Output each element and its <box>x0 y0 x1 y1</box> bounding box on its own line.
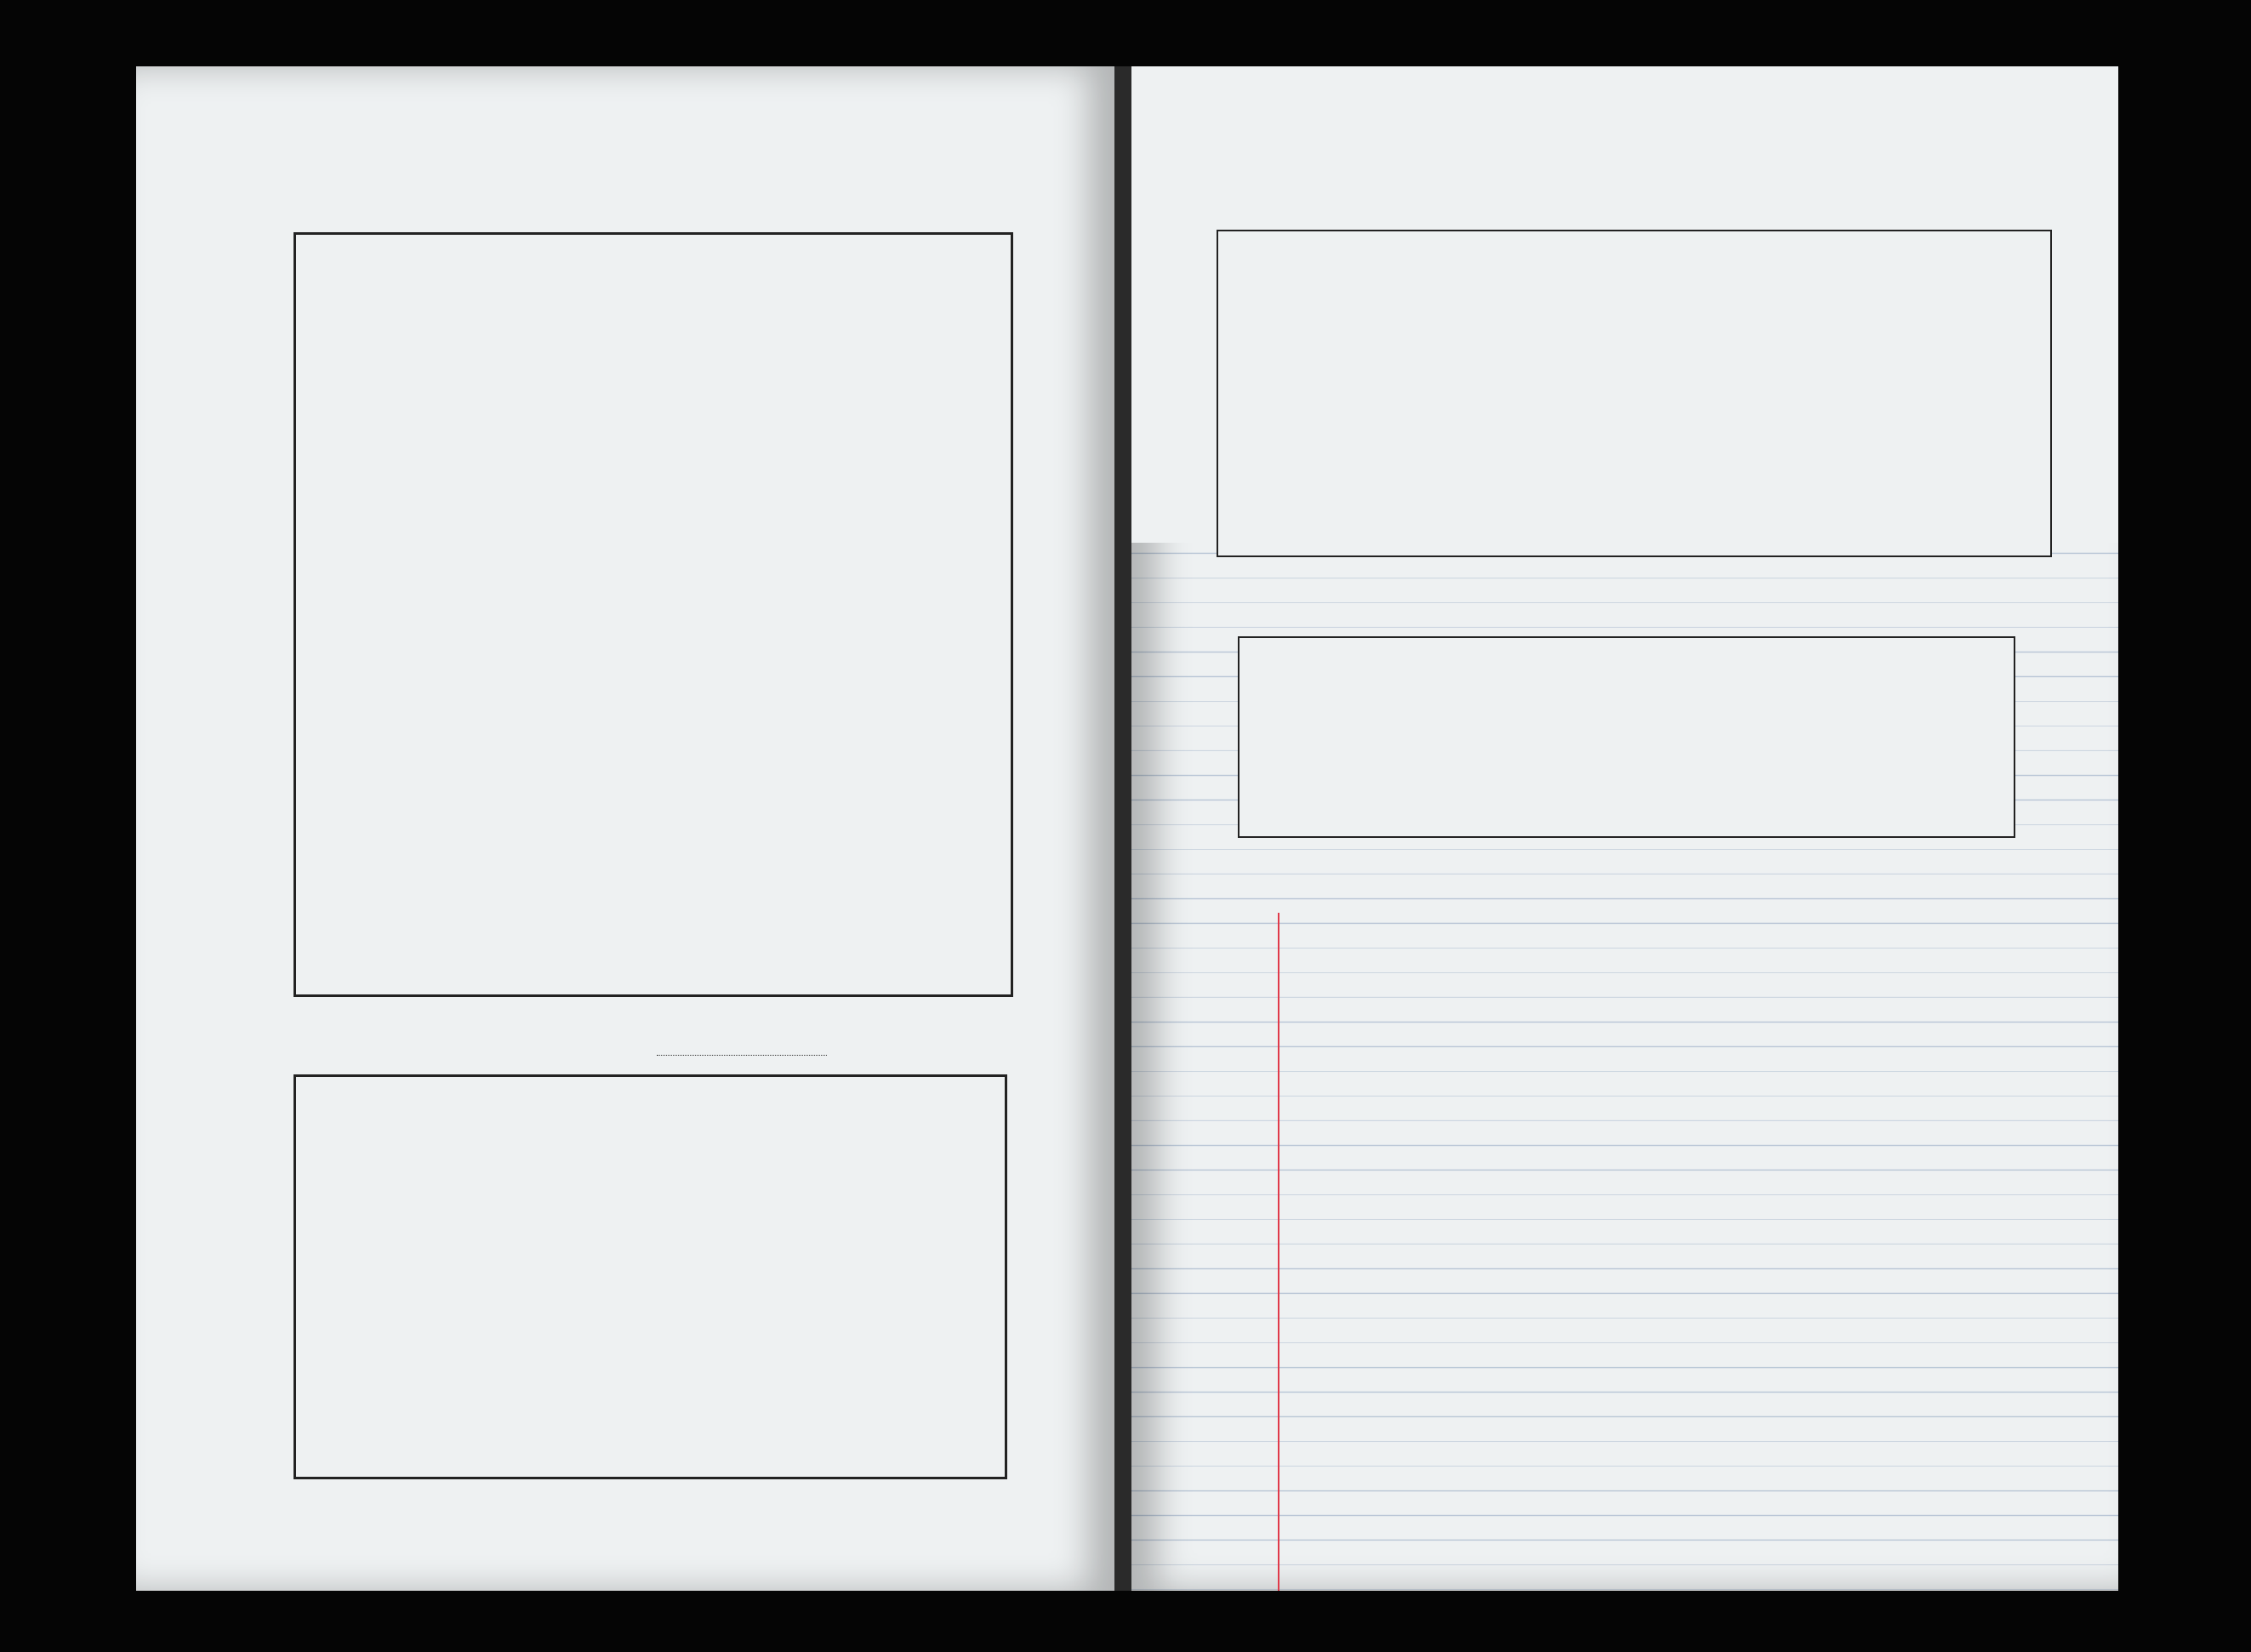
left-page <box>136 66 1114 1591</box>
right-page <box>1131 66 2118 1591</box>
month-underline <box>657 1055 827 1056</box>
rent-collection-table <box>1217 230 2052 557</box>
summary-table <box>293 1074 1007 1479</box>
red-margin-line <box>1278 913 1279 1591</box>
book-gutter <box>1114 66 1131 1591</box>
payments-table <box>293 232 1013 997</box>
orders-table <box>1238 636 2015 838</box>
